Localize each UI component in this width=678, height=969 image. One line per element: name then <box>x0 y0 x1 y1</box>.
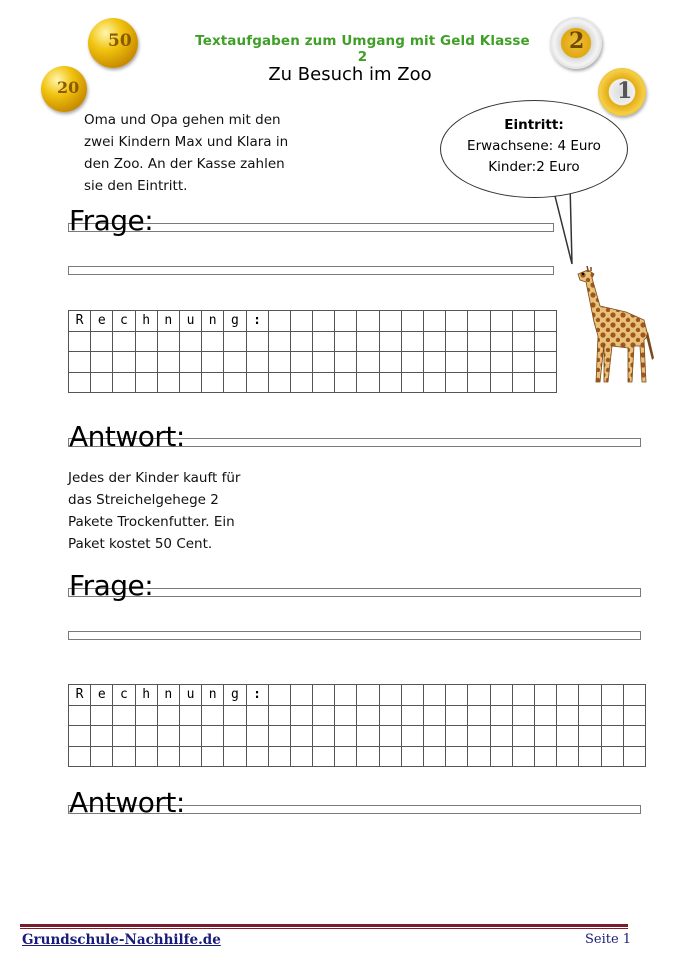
grid-cell[interactable] <box>534 352 556 373</box>
footer-divider-thin <box>20 928 628 929</box>
grid-cell[interactable] <box>268 746 290 767</box>
grid-cell[interactable] <box>424 746 446 767</box>
grid-cell[interactable] <box>290 372 312 393</box>
grid-cell[interactable]: u <box>179 311 201 332</box>
grid-cell[interactable] <box>335 726 357 747</box>
grid-cell[interactable] <box>313 372 335 393</box>
grid-cell[interactable] <box>135 705 157 726</box>
grid-cell[interactable] <box>446 311 468 332</box>
footer-page-number: Seite 1 <box>585 932 632 947</box>
grid-row <box>69 746 646 767</box>
grid-cell[interactable] <box>69 372 91 393</box>
grid-cell[interactable] <box>424 705 446 726</box>
grid-cell[interactable] <box>379 726 401 747</box>
grid-cell[interactable]: u <box>179 685 201 706</box>
grid-cell[interactable] <box>401 746 423 767</box>
grid-cell[interactable] <box>202 372 224 393</box>
grid-cell[interactable]: R <box>69 685 91 706</box>
price-children: Kinder:2 Euro <box>488 159 580 175</box>
task1-line: den Zoo. An der Kasse zahlen <box>84 156 285 172</box>
grid-cell[interactable] <box>135 746 157 767</box>
grid-cell[interactable] <box>401 311 423 332</box>
grid-cell[interactable]: h <box>135 311 157 332</box>
grid-cell[interactable] <box>290 726 312 747</box>
grid-cell[interactable] <box>512 705 534 726</box>
grid-cell[interactable] <box>379 746 401 767</box>
grid-cell[interactable] <box>224 352 246 373</box>
grid-cell[interactable] <box>246 372 268 393</box>
grid-cell[interactable] <box>179 352 201 373</box>
coin-20-cent-icon <box>41 66 87 112</box>
grid-cell[interactable] <box>557 746 579 767</box>
grid-cell[interactable] <box>135 352 157 373</box>
grid-row <box>69 352 557 373</box>
grid-cell[interactable] <box>446 331 468 352</box>
grid-cell[interactable] <box>379 685 401 706</box>
grid-cell[interactable] <box>557 705 579 726</box>
grid-cell[interactable] <box>490 372 512 393</box>
grid-cell[interactable] <box>468 331 490 352</box>
grid-cell[interactable] <box>534 685 556 706</box>
grid-cell[interactable] <box>534 331 556 352</box>
grid-cell[interactable] <box>179 705 201 726</box>
worksheet-subtitle: Zu Besuch im Zoo <box>268 64 432 85</box>
grid-cell[interactable] <box>246 352 268 373</box>
grid-cell[interactable] <box>357 352 379 373</box>
grid-cell[interactable] <box>468 746 490 767</box>
grid-cell[interactable] <box>268 372 290 393</box>
grid-cell[interactable] <box>313 331 335 352</box>
coin-50-label: 50 <box>108 31 132 51</box>
grid-cell[interactable] <box>179 726 201 747</box>
grid-cell[interactable] <box>290 705 312 726</box>
grid-cell[interactable] <box>357 372 379 393</box>
grid-cell[interactable] <box>512 331 534 352</box>
grid-cell[interactable] <box>313 311 335 332</box>
grid-cell[interactable] <box>424 352 446 373</box>
task2-text <box>68 467 298 555</box>
grid-row <box>69 705 646 726</box>
grid-cell[interactable] <box>135 372 157 393</box>
question-heading: Frage: <box>69 569 154 602</box>
grid-row <box>69 311 557 332</box>
grid-cell[interactable] <box>534 746 556 767</box>
grid-cell[interactable]: n <box>202 685 224 706</box>
grid-cell[interactable] <box>379 705 401 726</box>
grid-cell[interactable] <box>357 331 379 352</box>
grid-cell[interactable] <box>91 705 113 726</box>
grid-cell[interactable] <box>113 372 135 393</box>
grid-cell[interactable] <box>157 331 179 352</box>
grid-cell[interactable] <box>135 331 157 352</box>
grid-cell[interactable]: h <box>135 685 157 706</box>
calculation-grid[interactable] <box>68 684 646 767</box>
grid-cell[interactable] <box>91 726 113 747</box>
grid-cell[interactable] <box>512 352 534 373</box>
grid-cell[interactable] <box>557 685 579 706</box>
grid-cell[interactable] <box>512 726 534 747</box>
task2-line: Paket kostet 50 Cent. <box>68 536 213 552</box>
grid-cell[interactable] <box>113 746 135 767</box>
grid-cell[interactable] <box>557 726 579 747</box>
footer-site-link[interactable]: Grundschule-Nachhilfe.de <box>22 932 221 948</box>
grid-cell[interactable] <box>468 685 490 706</box>
grid-cell[interactable] <box>357 746 379 767</box>
grid-cell[interactable] <box>601 726 623 747</box>
grid-cell[interactable] <box>579 685 601 706</box>
grid-cell[interactable] <box>157 705 179 726</box>
grid-cell[interactable] <box>490 746 512 767</box>
grid-cell[interactable] <box>446 726 468 747</box>
grid-cell[interactable] <box>335 705 357 726</box>
grid-cell[interactable] <box>623 746 645 767</box>
footer-divider <box>20 924 628 927</box>
grid-cell[interactable]: g <box>224 685 246 706</box>
grid-cell[interactable] <box>379 352 401 373</box>
grid-cell[interactable] <box>490 352 512 373</box>
grid-cell[interactable] <box>601 705 623 726</box>
grid-cell[interactable] <box>534 726 556 747</box>
grid-cell[interactable] <box>113 352 135 373</box>
grid-cell[interactable] <box>468 311 490 332</box>
grid-cell[interactable] <box>246 705 268 726</box>
grid-cell[interactable] <box>335 352 357 373</box>
question-line[interactable] <box>68 588 641 597</box>
grid-cell[interactable] <box>91 352 113 373</box>
grid-cell[interactable] <box>357 705 379 726</box>
grid-cell[interactable] <box>379 311 401 332</box>
grid-cell[interactable] <box>446 685 468 706</box>
grid-cell[interactable]: : <box>246 685 268 706</box>
grid-cell[interactable] <box>157 726 179 747</box>
answer-heading: Antwort: <box>69 420 185 453</box>
grid-cell[interactable] <box>446 372 468 393</box>
grid-cell[interactable]: : <box>246 311 268 332</box>
grid-cell[interactable] <box>268 331 290 352</box>
grid-cell[interactable] <box>202 726 224 747</box>
grid-cell[interactable] <box>290 311 312 332</box>
calculation-grid[interactable] <box>68 310 557 393</box>
grid-cell[interactable] <box>601 685 623 706</box>
grid-cell[interactable] <box>446 352 468 373</box>
grid-row <box>69 331 557 352</box>
grid-cell[interactable] <box>579 726 601 747</box>
coin-1-euro-icon <box>598 68 646 116</box>
grid-cell[interactable] <box>69 352 91 373</box>
grid-cell[interactable] <box>446 746 468 767</box>
grid-cell[interactable] <box>202 746 224 767</box>
grid-cell[interactable] <box>468 705 490 726</box>
grid-cell[interactable] <box>534 705 556 726</box>
grid-cell[interactable] <box>313 352 335 373</box>
grid-cell[interactable] <box>357 311 379 332</box>
grid-cell[interactable]: R <box>69 311 91 332</box>
grid-cell[interactable] <box>424 372 446 393</box>
grid-cell[interactable] <box>379 372 401 393</box>
grid-cell[interactable] <box>224 705 246 726</box>
grid-cell[interactable] <box>490 705 512 726</box>
grid-cell[interactable] <box>179 372 201 393</box>
grid-cell[interactable] <box>91 372 113 393</box>
task2-line: Pakete Trockenfutter. Ein <box>68 514 235 530</box>
grid-cell[interactable] <box>401 372 423 393</box>
grid-cell[interactable] <box>623 705 645 726</box>
grid-cell[interactable] <box>69 705 91 726</box>
grid-cell[interactable] <box>157 746 179 767</box>
grid-cell[interactable] <box>623 685 645 706</box>
coin-2-label: 2 <box>569 28 585 54</box>
grid-cell[interactable] <box>623 726 645 747</box>
grid-cell[interactable] <box>512 685 534 706</box>
grid-cell[interactable]: e <box>91 311 113 332</box>
grid-cell[interactable] <box>290 352 312 373</box>
grid-cell[interactable]: c <box>113 685 135 706</box>
coin-1-label: 1 <box>617 78 633 104</box>
answer-heading: Antwort: <box>69 786 185 819</box>
grid-cell[interactable] <box>69 331 91 352</box>
grid-cell[interactable] <box>424 311 446 332</box>
grid-cell[interactable] <box>246 726 268 747</box>
grid-cell[interactable] <box>401 685 423 706</box>
question-line-2[interactable] <box>68 266 554 275</box>
price-adults: Erwachsene: 4 Euro <box>467 138 601 154</box>
grid-cell[interactable] <box>268 705 290 726</box>
price-bubble <box>440 100 628 198</box>
worksheet-title: Textaufgaben zum Umgang mit Geld Klasse 2 <box>195 33 530 65</box>
grid-cell[interactable] <box>313 746 335 767</box>
grid-cell[interactable]: n <box>157 311 179 332</box>
price-heading: Eintritt: <box>504 117 564 133</box>
grid-cell[interactable] <box>224 331 246 352</box>
grid-cell[interactable] <box>113 705 135 726</box>
grid-cell[interactable] <box>401 726 423 747</box>
grid-cell[interactable] <box>468 726 490 747</box>
grid-cell[interactable] <box>490 311 512 332</box>
grid-cell[interactable] <box>69 746 91 767</box>
grid-cell[interactable] <box>335 311 357 332</box>
grid-cell[interactable] <box>268 311 290 332</box>
grid-cell[interactable] <box>335 372 357 393</box>
grid-cell[interactable]: c <box>113 311 135 332</box>
task1-line: Oma und Opa gehen mit den <box>84 112 281 128</box>
grid-cell[interactable] <box>401 705 423 726</box>
grid-cell[interactable] <box>202 705 224 726</box>
grid-cell[interactable]: e <box>91 685 113 706</box>
question-line-2[interactable] <box>68 631 641 640</box>
grid-cell[interactable] <box>313 705 335 726</box>
grid-cell[interactable] <box>179 746 201 767</box>
grid-row <box>69 685 646 706</box>
grid-cell[interactable] <box>446 705 468 726</box>
task1-line: sie den Eintritt. <box>84 178 188 194</box>
grid-cell[interactable] <box>224 726 246 747</box>
grid-cell[interactable] <box>401 352 423 373</box>
grid-cell[interactable] <box>313 726 335 747</box>
grid-cell[interactable] <box>512 372 534 393</box>
grid-cell[interactable] <box>179 331 201 352</box>
coin-50-cent-icon <box>88 18 138 68</box>
grid-row <box>69 372 557 393</box>
grid-cell[interactable] <box>113 331 135 352</box>
grid-cell[interactable] <box>357 685 379 706</box>
task2-line: Jedes der Kinder kauft für <box>68 470 241 486</box>
coin-20-label: 20 <box>57 78 80 97</box>
grid-cell[interactable] <box>268 685 290 706</box>
grid-cell[interactable] <box>601 746 623 767</box>
grid-row <box>69 726 646 747</box>
grid-cell[interactable] <box>335 331 357 352</box>
grid-cell[interactable] <box>157 372 179 393</box>
grid-cell[interactable] <box>91 331 113 352</box>
grid-cell[interactable] <box>246 746 268 767</box>
task1-line: zwei Kindern Max und Klara in <box>84 134 289 150</box>
grid-cell[interactable] <box>91 746 113 767</box>
grid-cell[interactable] <box>357 726 379 747</box>
grid-cell[interactable] <box>224 746 246 767</box>
grid-cell[interactable] <box>290 685 312 706</box>
grid-cell[interactable] <box>268 352 290 373</box>
grid-cell[interactable] <box>512 746 534 767</box>
grid-cell[interactable]: g <box>224 311 246 332</box>
grid-cell[interactable] <box>379 331 401 352</box>
grid-cell[interactable] <box>157 352 179 373</box>
grid-cell[interactable] <box>579 746 601 767</box>
grid-cell[interactable] <box>290 331 312 352</box>
grid-cell[interactable] <box>579 705 601 726</box>
grid-cell[interactable] <box>490 726 512 747</box>
grid-cell[interactable] <box>424 685 446 706</box>
grid-cell[interactable] <box>268 726 290 747</box>
grid-cell[interactable] <box>313 685 335 706</box>
grid-cell[interactable] <box>246 331 268 352</box>
grid-cell[interactable] <box>424 331 446 352</box>
grid-cell[interactable] <box>512 311 534 332</box>
task2-line: das Streichelgehege 2 <box>68 492 219 508</box>
grid-cell[interactable] <box>202 352 224 373</box>
grid-cell[interactable] <box>424 726 446 747</box>
giraffe-icon <box>570 262 660 388</box>
grid-cell[interactable]: n <box>157 685 179 706</box>
grid-cell[interactable] <box>335 746 357 767</box>
grid-cell[interactable]: n <box>202 311 224 332</box>
grid-cell[interactable] <box>224 372 246 393</box>
grid-cell[interactable] <box>113 726 135 747</box>
grid-cell[interactable] <box>135 726 157 747</box>
grid-cell[interactable] <box>534 372 556 393</box>
grid-cell[interactable] <box>468 372 490 393</box>
question-heading: Frage: <box>69 204 154 237</box>
grid-cell[interactable] <box>468 352 490 373</box>
grid-cell[interactable] <box>202 331 224 352</box>
grid-cell[interactable] <box>290 746 312 767</box>
grid-cell[interactable] <box>534 311 556 332</box>
coin-2-euro-icon <box>550 17 602 69</box>
grid-cell[interactable] <box>490 331 512 352</box>
grid-cell[interactable] <box>335 685 357 706</box>
task1-text <box>84 109 314 197</box>
grid-cell[interactable] <box>401 331 423 352</box>
grid-cell[interactable] <box>69 726 91 747</box>
grid-cell[interactable] <box>490 685 512 706</box>
